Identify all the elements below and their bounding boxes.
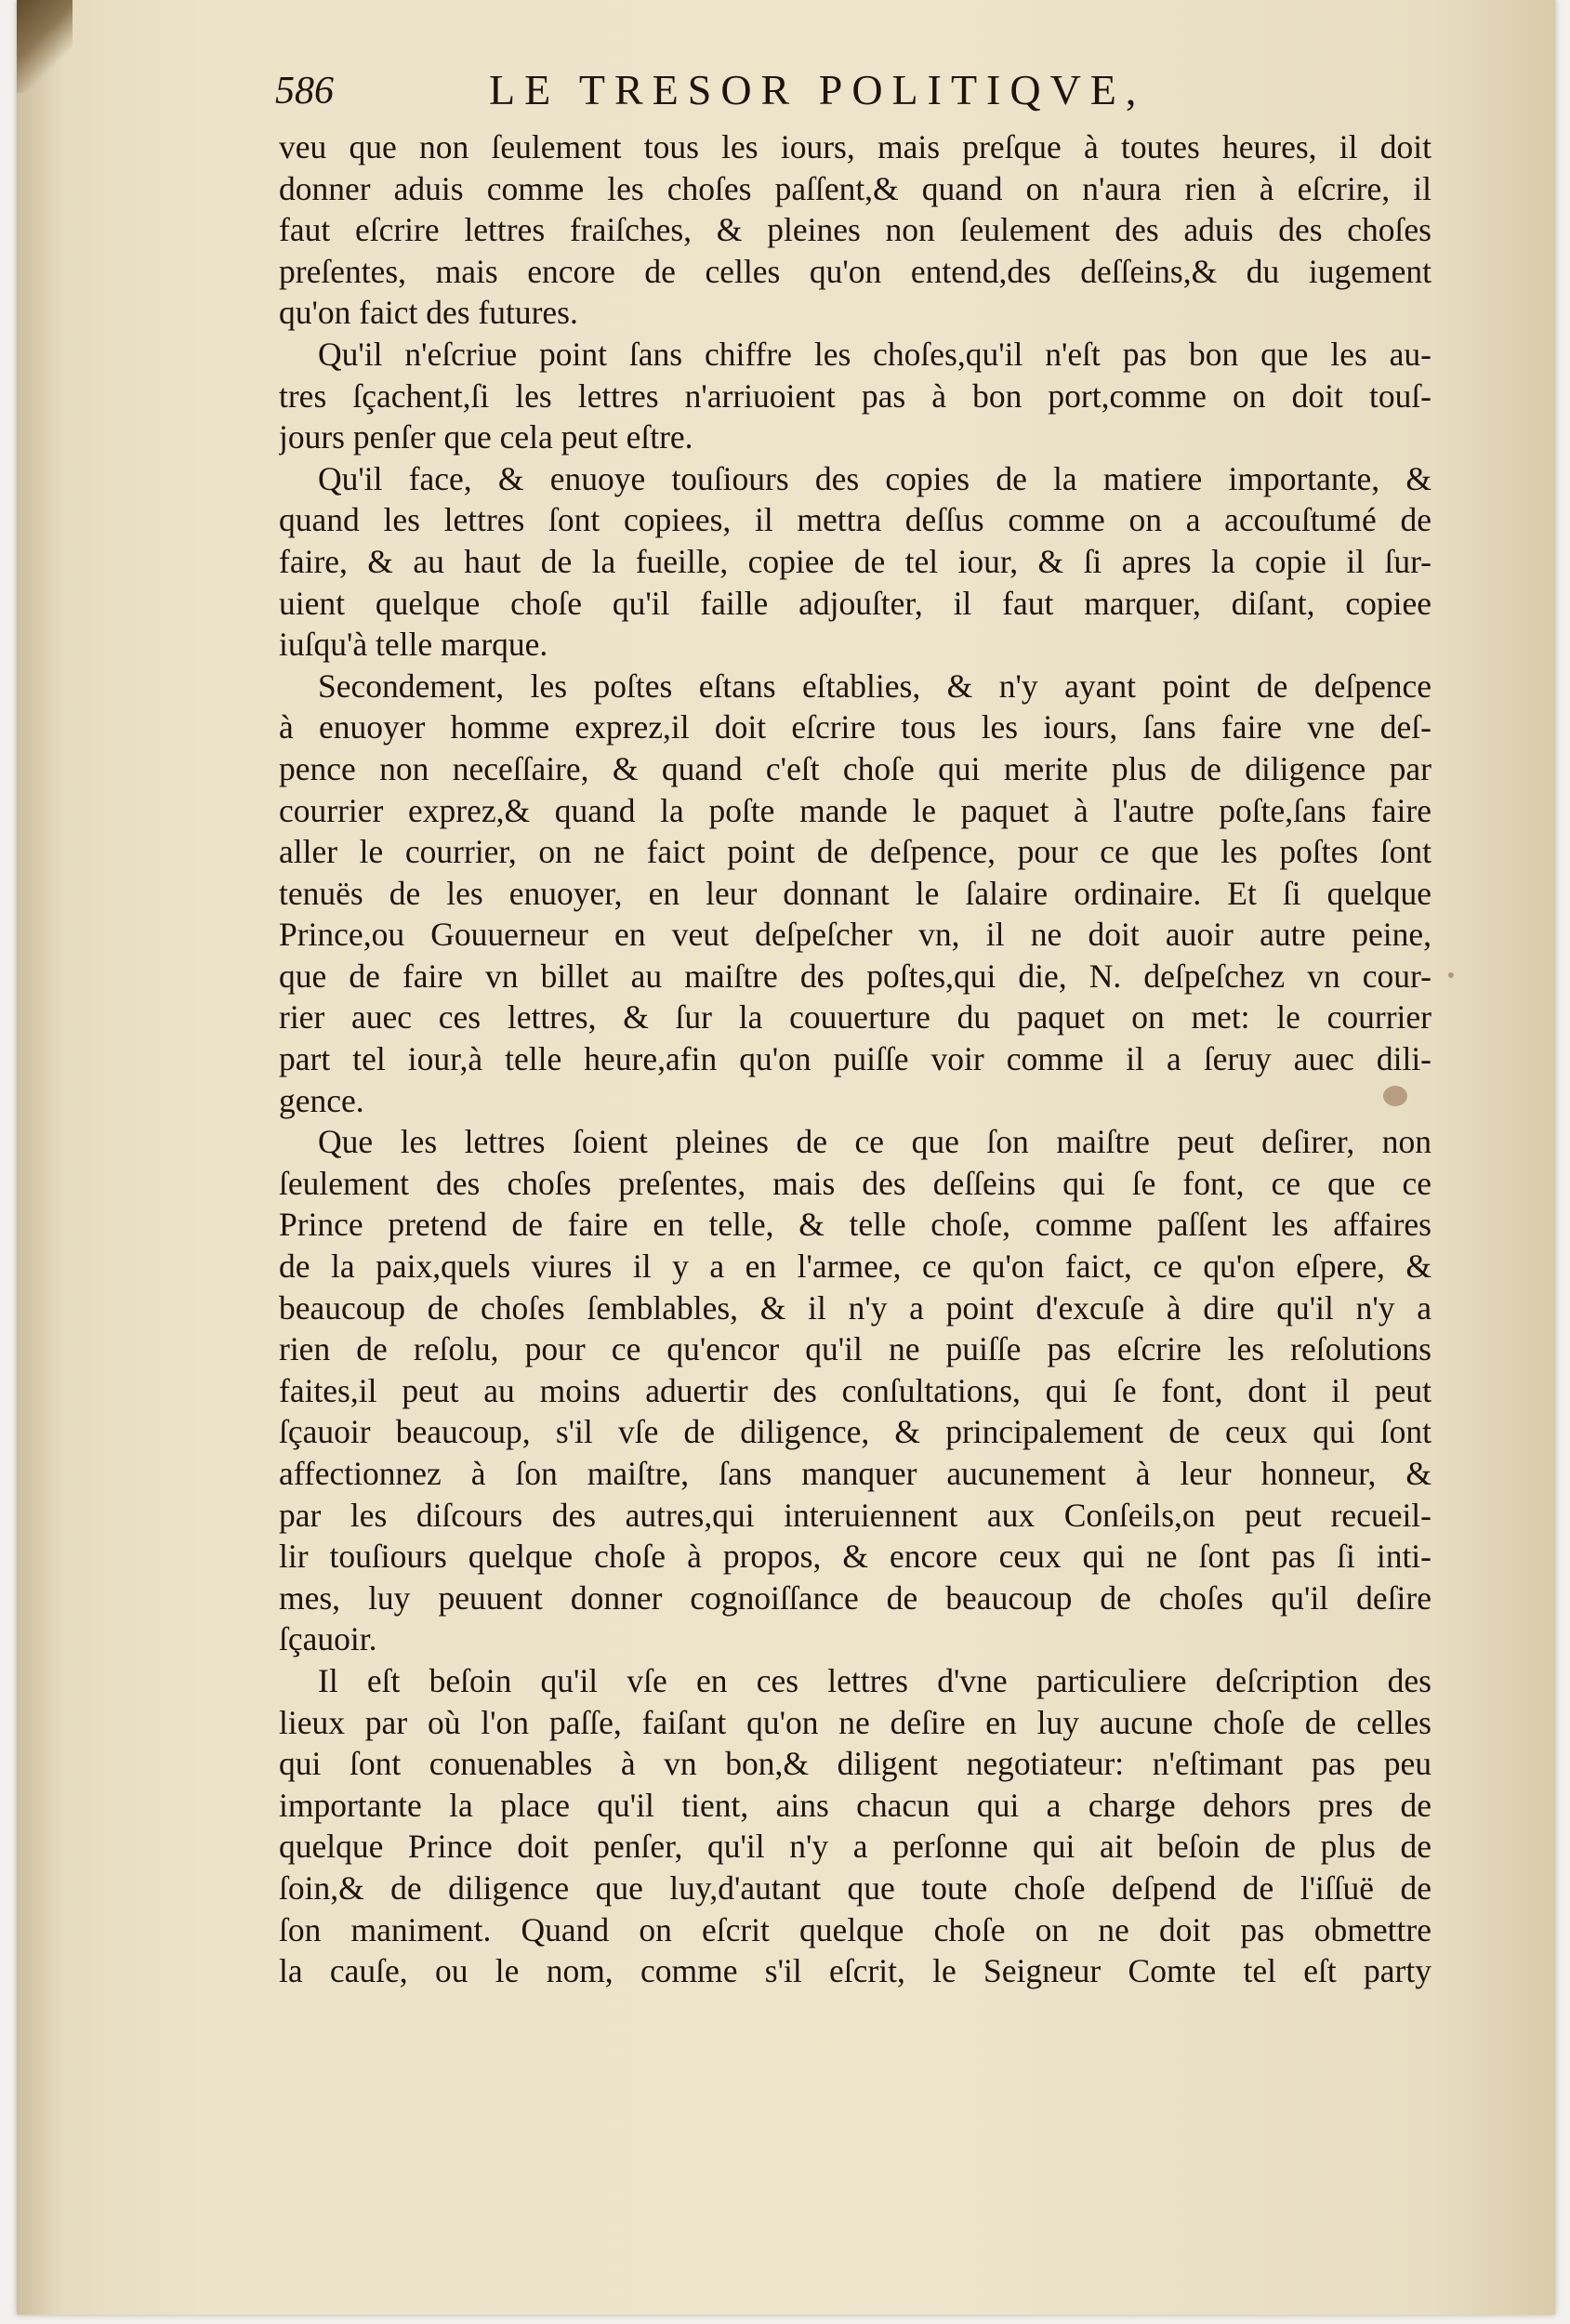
text-line: mes, luy peuuent donner cognoiſſance de beaucoup de choſes qu'il deſire — [279, 1578, 1431, 1617]
text-line: veu que non ſeulement tous les iours, mais preſque à toutes heures, il doit — [279, 128, 1431, 165]
text-line: rien de reſolu, pour ce qu'encor qu'il ne puiſſe pas eſcrire les reſolutions — [279, 1330, 1431, 1368]
text-line: quand les lettres ſont copiees, il mettra deſſus comme on a accouſtumé de — [279, 501, 1431, 539]
running-title: LE TRESOR POLITIQVE, — [489, 66, 1146, 113]
text-line: Que les lettres ſoient pleines de ce que ſon maiſtre peut deſirer, non — [318, 1123, 1431, 1161]
page-header — [275, 65, 1428, 121]
text-line: courrier exprez,& quand la poſte mande le paquet à l'autre poſte,ſans faire — [279, 791, 1431, 829]
book-page — [17, 0, 1555, 2315]
text-line: ſeulement des choſes preſentes, mais des deſſeins qui ſe font, ce que ce — [279, 1164, 1431, 1202]
text-line: Qu'il n'eſcriue point ſans chiffre les choſes,qu'il n'eſt pas bon que les au- — [318, 335, 1431, 373]
text-line: pence non neceſſaire, & quand c'eſt choſe qui merite plus de diligence par — [279, 749, 1431, 787]
text-line: quelque Prince doit penſer, qu'il n'y a perſonne qui ait beſoin de plus de — [279, 1828, 1431, 1866]
text-line: rier auec ces lettres, & ſur la couuerture du paquet on met: le courrier — [279, 998, 1431, 1037]
text-line: Prince,ou Gouuerneur en veut deſpeſcher vn, il ne doit auoir autre peine, — [279, 916, 1431, 954]
text-line: que de faire vn billet au maiſtre des poſtes,qui die, N. deſpeſchez vn cour- — [279, 957, 1431, 995]
text-line: importante la place qu'il tient, ains chacun qui a charge dehors pres de — [279, 1786, 1431, 1824]
page-number: 586 — [275, 70, 334, 112]
text-line: tres ſçachent,ſi les lettres n'arriuoient pas à bon port,comme on doit touſ- — [279, 376, 1431, 415]
text-line: donner aduis comme les choſes paſſent,& quand on n'aura rien à eſcrire, il — [279, 169, 1431, 207]
text-line: preſentes, mais encore de celles qu'on entend,des deſſeins,& du iugement — [279, 252, 1431, 290]
text-line: Prince pretend de faire en telle, & telle choſe, comme paſſent les affaires — [279, 1206, 1431, 1244]
text-line: affectionnez à ſon maiſtre, ſans manquer aucunement à leur honneur, & — [279, 1455, 1431, 1492]
text-line: gence. — [279, 1081, 364, 1119]
text-line: ſon maniment. Quand on eſcrit quelque choſe on ne doit pas obmettre — [279, 1910, 1431, 1948]
text-line: de la paix,quels viures il y a en l'armee, ce qu'on faict, ce qu'on eſpere, & — [279, 1248, 1431, 1286]
text-line: aller le courrier, on ne faict point de deſpence, pour ce que les poſtes ſont — [279, 833, 1431, 871]
text-line: lir touſiours quelque choſe à propos, & encore ceux qui ne ſont pas ſi inti- — [279, 1538, 1431, 1576]
text-line: faut eſcrire lettres fraiſches, & pleines non ſeulement des aduis des choſes — [279, 211, 1431, 249]
text-line: iuſqu'à telle marque. — [279, 626, 548, 664]
text-line: faites,il peut au moins aduertir des conſultations, qui ſe font, dont il peut — [279, 1371, 1431, 1409]
text-line: beaucoup de choſes ſemblables, & il n'y a point d'excuſe à dire qu'il n'y a — [279, 1288, 1431, 1327]
ink-speck — [1448, 972, 1454, 978]
text-line: Secondement, les poſtes eſtans eſtablies, & n'y ayant point de deſpence — [318, 667, 1431, 705]
body-text — [279, 126, 1431, 1992]
text-line: Qu'il face, & enuoye touſiours des copies de la matiere importante, & — [318, 459, 1431, 497]
text-line: par les diſcours des autres,qui interuiennent aux Conſeils,on peut recueil- — [279, 1496, 1431, 1534]
text-line: qui ſont conuenables à vn bon,& diligent negotiateur: n'eſtimant pas peu — [279, 1745, 1431, 1783]
text-line: ſçauoir. — [279, 1620, 377, 1658]
text-line: ſoin,& de diligence que luy,d'autant que toute choſe deſpend de l'iſſuë de — [279, 1868, 1431, 1907]
text-line: jours penſer que cela peut eſtre. — [279, 418, 693, 456]
text-line: ſçauoir beaucoup, s'il vſe de diligence, & principalement de ceux qui ſont — [279, 1413, 1431, 1451]
text-line: part tel iour,à telle heure,afin qu'on puiſſe voir comme il a ſeruy auec dili- — [279, 1040, 1431, 1078]
ink-speck — [1383, 1086, 1407, 1106]
text-line: Il eſt beſoin qu'il vſe en ces lettres d'vne particuliere deſcription des — [318, 1661, 1431, 1699]
text-line: à enuoyer homme exprez,il doit eſcrire tous les iours, ſans faire vne deſ- — [279, 708, 1431, 746]
text-line: qu'on faict des futures. — [279, 294, 578, 332]
text-line: tenuës de les enuoyer, en leur donnant le ſalaire ordinaire. Et ſi quelque — [279, 874, 1431, 912]
text-line: uient quelque choſe qu'il faille adjouſter, il faut marquer, diſant, copiee — [279, 584, 1431, 622]
text-line: la cauſe, ou le nom, comme s'il eſcrit, le Seigneur Comte tel eſt party — [279, 1952, 1431, 1990]
text-line: faire, & au haut de la fueille, copiee de tel iour, & ſi apres la copie il ſur- — [279, 542, 1431, 580]
text-line: lieux par où l'on paſſe, faiſant qu'on ne deſire en luy aucune choſe de celles — [279, 1703, 1431, 1741]
